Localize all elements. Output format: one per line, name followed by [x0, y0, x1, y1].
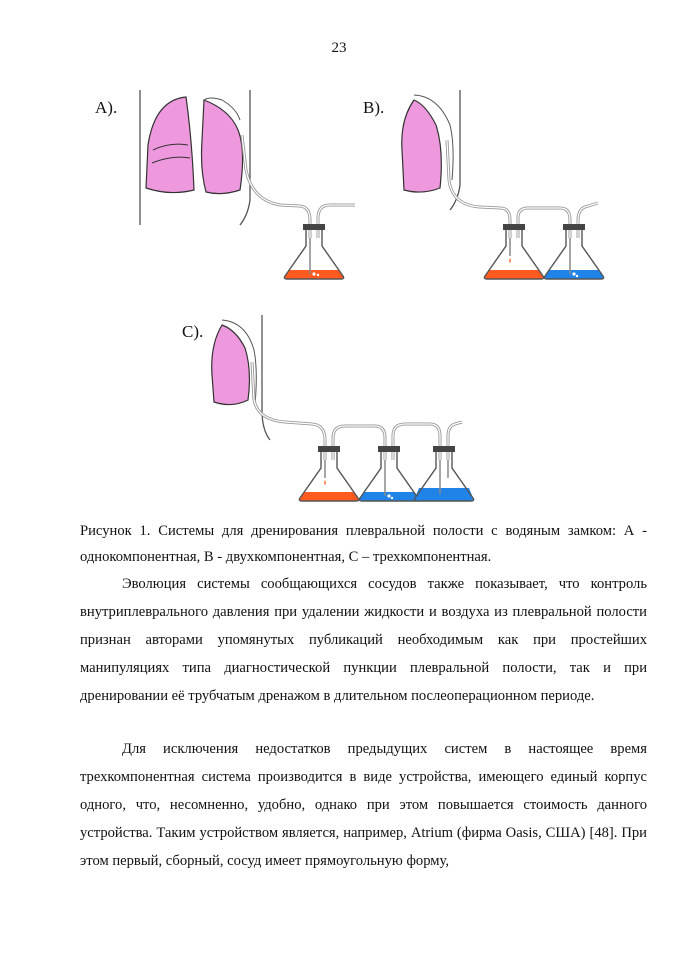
lung-b [402, 100, 442, 192]
body-paragraph-1: Эволюция системы сообщающихся сосудов также показывает, что контроль внутриплеврального давления при удалении жидкости и воздуха из плевральной полости признан авторами упомянутых публикаций необходимым как при простейших манипуляциях типа диагностической пункции плевральной полости, так и при дренировании её трубчатым дренажом в длительном послеоперационном периоде. [80, 576, 647, 704]
figure-panel-a [95, 90, 355, 279]
panel-c-label: C). [182, 322, 204, 341]
figure-panel-c [182, 315, 474, 501]
panel-b-label: B). [363, 98, 385, 117]
lung-c [212, 325, 250, 405]
figure-caption: Рисунок 1. Системы для дренирования плевральной полости с водяным замком: А - однокомпонентная, В - двухкомпонентная, С – трехкомпонентная. [80, 523, 647, 565]
page-number: 23 [331, 40, 347, 56]
figure-panel-b [363, 90, 604, 279]
panel-a-label: A). [95, 98, 118, 117]
right-lung [202, 100, 243, 194]
body-paragraph-2: Для исключения недостатков предыдущих систем в настоящее время трехкомпонентная система производится в виде устройства, имеющего единый корпус одного, что, несомненно, удобно, однако при этом повышается стоимость данного устройства. Таким устройством является, например, Atrium (фирма Oasis, США) [48]. При этом первый, сборный, сосуд имеет прямоугольную форму, [80, 741, 647, 869]
